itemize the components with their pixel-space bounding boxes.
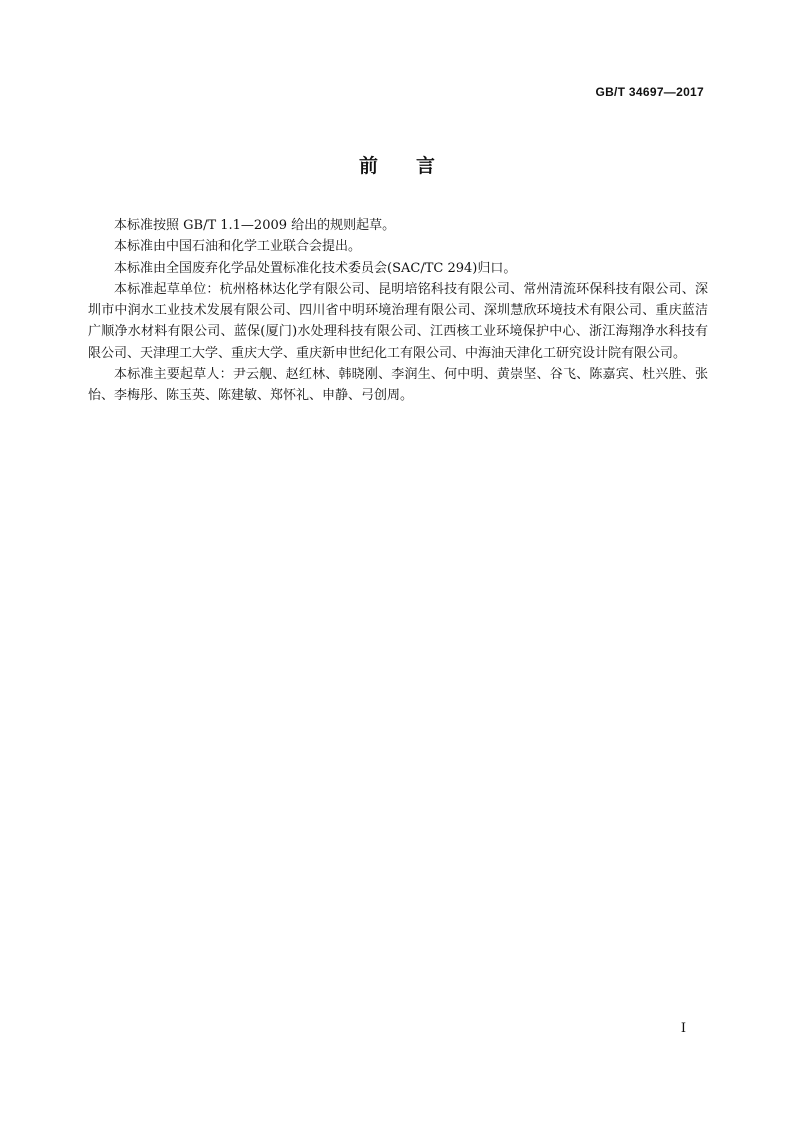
paragraph-governing-committee: 本标准由全国废弃化学品处置标准化技术委员会(SAC/TC 294)归口。 [114, 260, 517, 276]
title-char-1: 前 [358, 155, 378, 177]
paragraph-proposer: 本标准由中国石油和化学工业联合会提出。 [114, 239, 362, 255]
page-title [0, 151, 794, 178]
paragraph-drafting-rules: 本标准按照 GB/T 1.1—2009 给出的规则起草。 [114, 218, 396, 233]
paragraph-drafting-units: 本标准起草单位：杭州格林达化学有限公司、昆明培铭科技有限公司、常州清流环保科技有限公司、深圳市中润水工业技术发展有限公司、四川省中明环境治理有限公司、深圳慧欣环境技术有限公司、重庆蓝洁广顺净水材料有限公司、蓝保(厦门)水处理科技有限公司、江西核工业环境保护中心、浙江海翔净水科技有限公司、天津理工大学、重庆大学、重庆新申世纪化工有限公司、中海油天津化工研究设计院有限公司。 [88, 281, 708, 361]
standard-code: GB/T 34697—2017 [595, 85, 704, 99]
paragraph-main-drafters: 本标准主要起草人：尹云舰、赵红林、韩晓刚、李润生、何中明、黄崇坚、谷飞、陈嘉宾、杜兴胜、张怡、李梅彤、陈玉英、陈建敏、郑怀礼、申静、弓创周。 [88, 367, 708, 404]
foreword-body [88, 215, 708, 407]
page-number: I [680, 1021, 686, 1036]
title-char-2: 言 [416, 155, 436, 177]
